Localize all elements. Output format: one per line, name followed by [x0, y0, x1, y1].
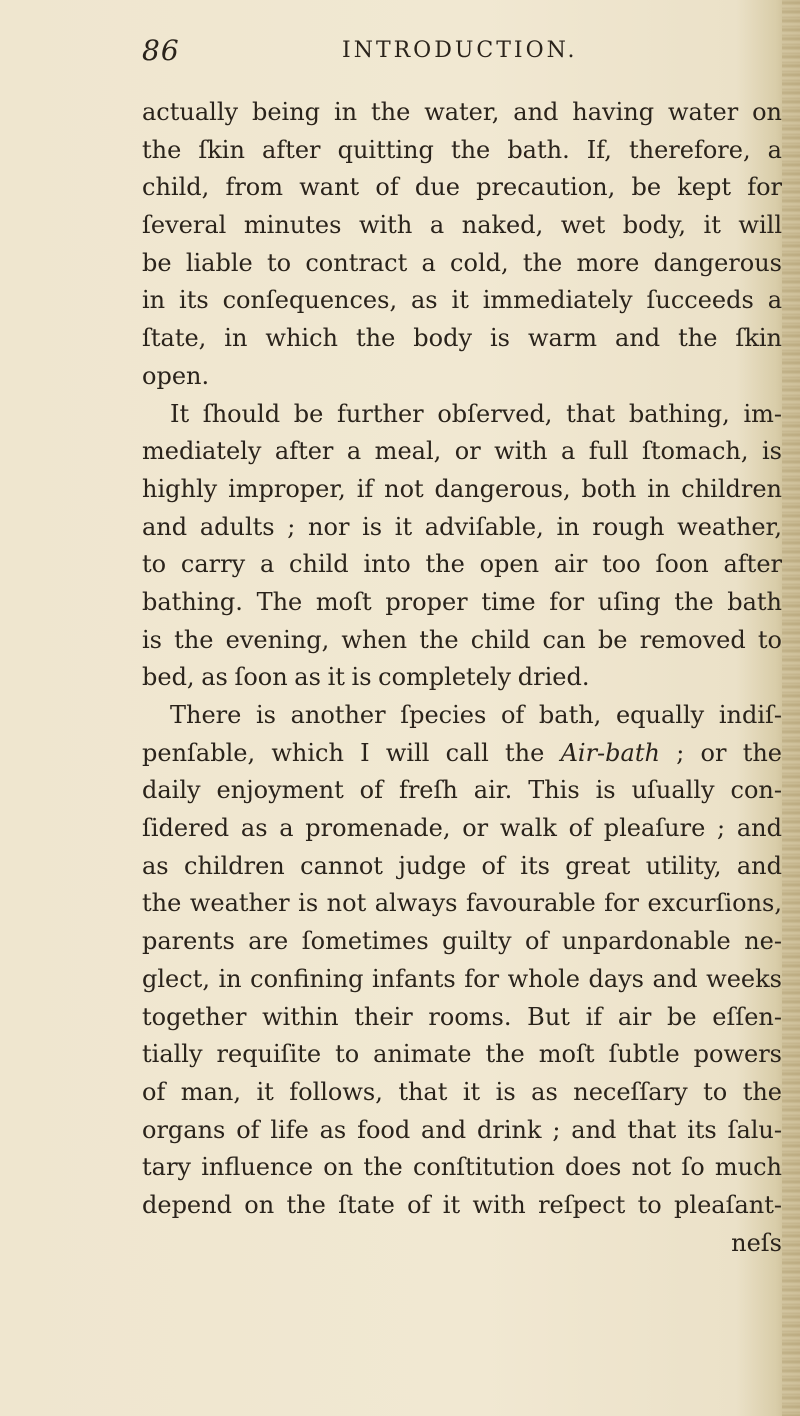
text-line: is the evening, when the child can be removed to [142, 625, 782, 654]
text-line: depend on the ſtate of it with reſpect to pleaſant- [142, 1190, 782, 1219]
text-line: together within their rooms. But if air be eſſen- [142, 1002, 782, 1031]
italic-term: Air-bath [560, 738, 660, 767]
page-edge [782, 0, 800, 1416]
text-line: of man, it follows, that it is as neceſſary to the [142, 1077, 782, 1106]
text-line: parents are ſometimes guilty of unpardonable ne- [142, 927, 782, 956]
text-line: tially requiſite to animate the moſt ſubtle powers [142, 1040, 782, 1069]
text-line: the weather is not always favourable for excurſions, [142, 889, 782, 918]
running-head: INTRODUCTION. [342, 38, 578, 63]
text-line: ſidered as a promenade, or walk of pleaſure ; and [142, 814, 782, 843]
text-line: organs of life as food and drink ; and that its ſalu- [142, 1115, 782, 1144]
text-line: ſtate, in which the body is warm and the ſkin [142, 324, 782, 353]
text-line: daily enjoyment of freſh air. This is uſually con- [142, 776, 782, 805]
text-line: in its conſequences, as it immediately ſucceeds a [142, 286, 782, 315]
text-line: There is another ſpecies of bath, equally indiſ- [170, 701, 782, 729]
text-line: penſable, which I will call the Air-bath ; or the [142, 738, 782, 767]
catchword: neſs [731, 1228, 782, 1257]
text-line: as children cannot judge of its great utility, and [142, 851, 782, 880]
text-line: bathing. The moſt proper time for uſing the bath [142, 587, 782, 616]
text-line: to carry a child into the open air too ſoon after [142, 550, 782, 579]
text-line: highly improper, if not dangerous, both in children [142, 474, 782, 503]
text-line: ſeveral minutes with a naked, wet body, it will [142, 211, 782, 240]
text-line: bed, as ſoon as it is completely dried. [142, 663, 590, 692]
text-line: the ſkin after quitting the bath. If, therefore, a [142, 135, 782, 164]
text-line: and adults ; nor is it adviſable, in rough weather, [142, 512, 782, 541]
text-line: actually being in the water, and having water on [142, 98, 782, 126]
text-line: be liable to contract a cold, the more dangerous [142, 248, 782, 277]
text-line: glect, in confining infants for whole days and weeks [142, 964, 782, 993]
page-number: 86 [142, 34, 180, 67]
text-line: tary influence on the conſtitution does not ſo much [142, 1153, 782, 1182]
body-text [142, 94, 782, 1262]
text-line: It ſhould be further obſerved, that bathing, im- [170, 399, 782, 428]
text-line: open. [142, 361, 210, 390]
page-header [142, 34, 782, 74]
text-line: mediately after a meal, or with a full ſtomach, is [142, 437, 782, 466]
text-line: child, from want of due precaution, be kept for [142, 173, 782, 202]
